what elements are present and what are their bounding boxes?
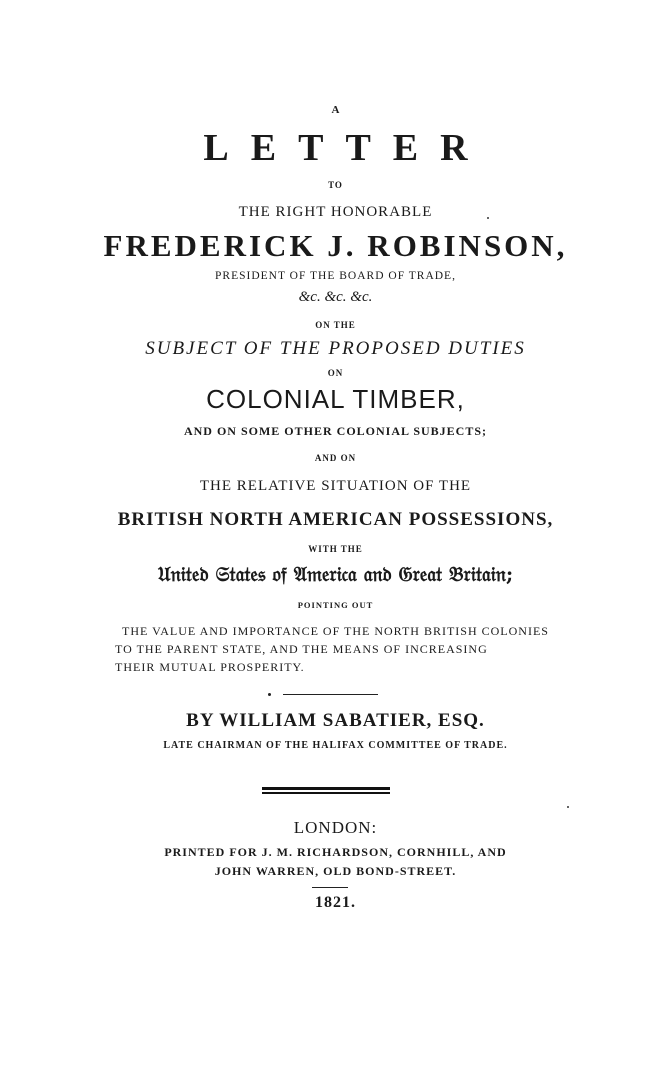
addressee-honorific: THE RIGHT HONORABLE xyxy=(238,204,433,220)
double-rule-bottom xyxy=(262,792,390,794)
on-the-label: ON THE xyxy=(315,320,356,330)
subject-line: SUBJECT OF THE PROPOSED DUTIES xyxy=(145,338,526,359)
and-on-label: AND ON xyxy=(314,453,357,463)
addressee-name: FREDERICK J. ROBINSON, xyxy=(103,228,568,263)
printer-line-1: PRINTED FOR J. M. RICHARDSON, CORNHILL, AND xyxy=(164,845,507,859)
author-line: BY WILLIAM SABATIER, ESQ. xyxy=(186,710,485,731)
to-label: TO xyxy=(328,180,343,190)
united-states-blackletter: 𝔘𝔫𝔦𝔱𝔢𝔡 𝔖𝔱𝔞𝔱𝔢𝔰 𝔬𝔣 𝔄𝔪𝔢𝔯𝔦𝔠𝔞 𝔞𝔫𝔡 𝔊𝔯𝔢𝔞𝔱 𝔅𝔯𝔦𝔱𝔞𝔦𝔫; xyxy=(157,562,514,586)
value-line-3: THEIR MUTUAL PROSPERITY. xyxy=(115,660,305,674)
double-rule-top xyxy=(262,787,390,790)
other-subjects: AND ON SOME OTHER COLONIAL SUBJECTS; xyxy=(183,424,488,438)
ornament-dot xyxy=(268,693,271,696)
paper-speck xyxy=(487,217,489,219)
article-a: A xyxy=(331,104,340,116)
main-title: LETTER xyxy=(203,127,490,169)
etcetera: &c. &c. &c. xyxy=(298,289,373,305)
paper-speck xyxy=(567,806,569,808)
publication-year: 1821. xyxy=(315,894,356,911)
printer-line-2: JOHN WARREN, OLD BOND-STREET. xyxy=(214,864,457,878)
colonial-timber: COLONIAL TIMBER, xyxy=(206,384,465,414)
pointing-out-label: POINTING OUT xyxy=(297,600,374,610)
addressee-office: PRESIDENT OF THE BOARD OF TRADE, xyxy=(215,270,456,282)
value-line-2: TO THE PARENT STATE, AND THE MEANS OF INCREASING xyxy=(115,642,488,656)
relative-situation: THE RELATIVE SITUATION OF THE xyxy=(199,478,472,494)
place-of-publication: LONDON: xyxy=(293,818,378,837)
possessions-line: BRITISH NORTH AMERICAN POSSESSIONS, xyxy=(117,509,554,530)
section-rule xyxy=(283,694,378,695)
year-rule xyxy=(312,887,348,888)
with-the-label: WITH THE xyxy=(308,544,363,554)
on-label: ON xyxy=(327,368,344,378)
author-title: LATE CHAIRMAN OF THE HALIFAX COMMITTEE OF TRADE. xyxy=(163,740,508,751)
value-line-1: THE VALUE AND IMPORTANCE OF THE NORTH BRITISH COLONIES xyxy=(122,624,549,638)
